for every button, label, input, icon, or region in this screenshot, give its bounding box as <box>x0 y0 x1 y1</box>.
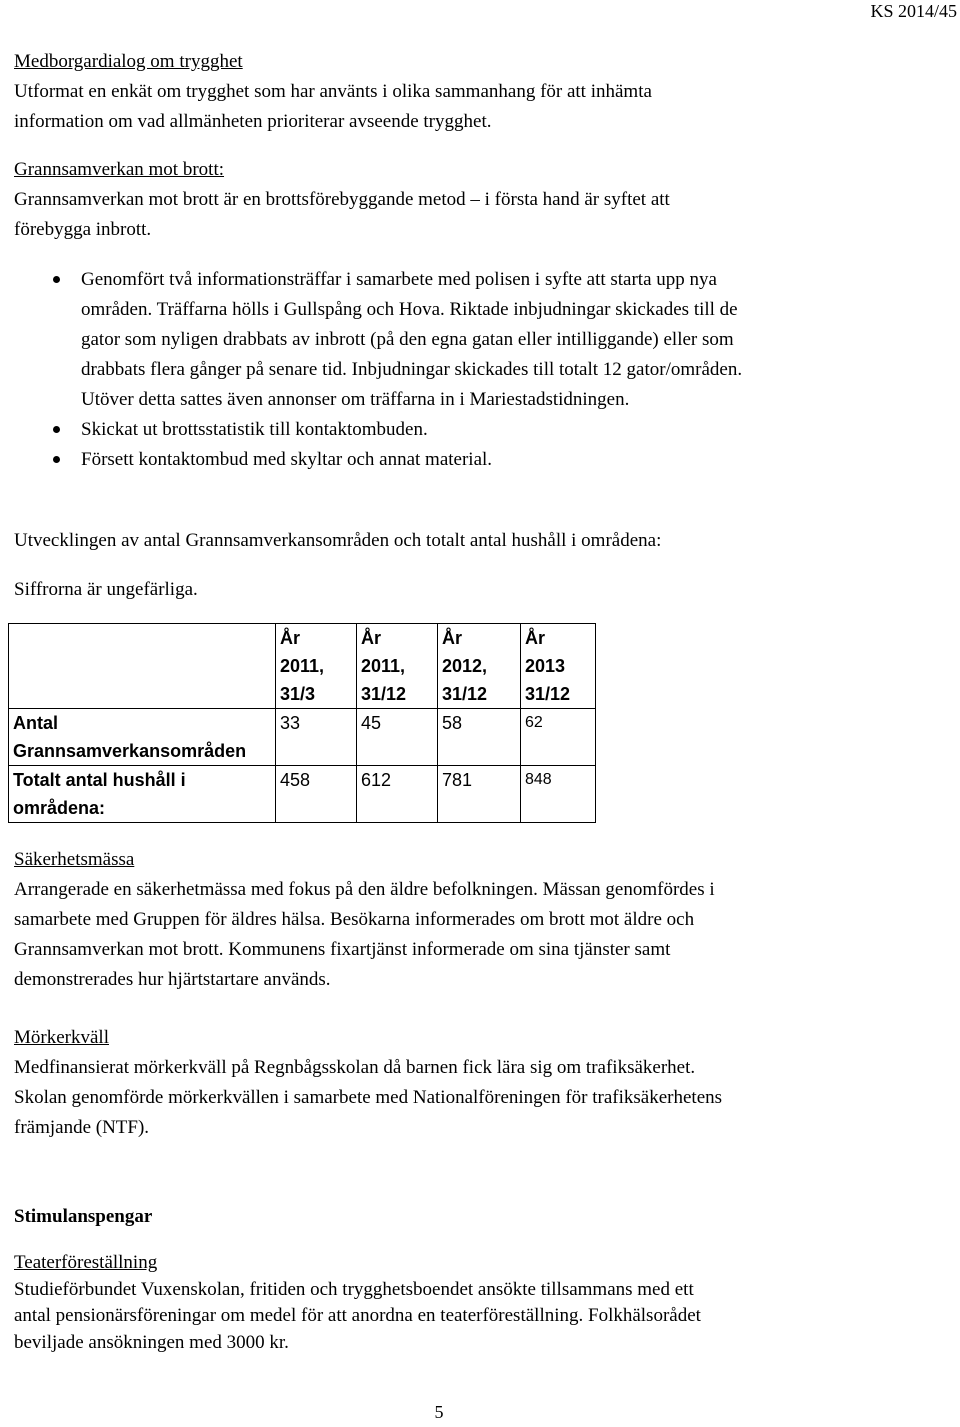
bullet-icon <box>53 276 60 283</box>
table-cell: 612 <box>357 766 438 823</box>
row-header-text: områdena: <box>13 798 106 818</box>
body-line: Utöver detta sattes även annonser om träffarna in i Mariestadstidningen. <box>81 389 630 410</box>
header-text: 2011, <box>361 656 406 676</box>
section-teater <box>14 1250 948 1356</box>
table-corner-cell <box>9 624 276 709</box>
body-line: demonstrerades hur hjärtstartare används. <box>14 969 331 990</box>
header-text: 31/12 <box>361 684 407 704</box>
body-line: beviljade ansökningen med 3000 kr. <box>14 1331 289 1353</box>
header-text: 2013 <box>525 656 566 676</box>
row-header-text: Totalt antal hushåll i <box>13 770 186 790</box>
document-id: KS 2014/45 <box>870 1 957 21</box>
body-line: gator som nyligen drabbats av inbrott (på den egna gatan eller intilliggande) eller som <box>81 329 734 350</box>
section-grannsamverkan <box>14 155 948 245</box>
header-text: 2011, <box>280 656 325 676</box>
header-text: 31/12 <box>525 684 571 704</box>
row-header-text: Antal <box>13 713 58 733</box>
list-item <box>14 265 948 415</box>
body-line: Försett kontaktombud med skyltar och annat material. <box>81 449 493 470</box>
table-cell: 781 <box>438 766 521 823</box>
table-row <box>9 766 596 823</box>
table-note: Siffrorna är ungefärliga. <box>14 579 198 600</box>
section-heading: Teaterföreställning <box>14 1252 158 1273</box>
header-text: År <box>361 628 382 648</box>
grannsamverkan-table <box>8 623 596 823</box>
body-line: drabbats flera gånger på senare tid. Inbjudningar skickades till totalt 12 gator/områden. <box>81 359 743 380</box>
section-heading: Medborgardialog om trygghet <box>14 51 243 72</box>
table-row <box>9 709 596 766</box>
column-header <box>357 624 438 709</box>
grannsamverkan-table-wrapper <box>8 623 596 823</box>
row-header <box>9 709 276 766</box>
table-cell: 45 <box>357 709 438 766</box>
table-cell: 458 <box>276 766 357 823</box>
section-morkerkvall <box>14 1023 948 1143</box>
body-line: samarbete med Gruppen för äldres hälsa. Besökarna informerades om brott mot äldre och <box>14 909 695 930</box>
header-text: År <box>280 628 301 648</box>
bullet-icon <box>53 426 60 433</box>
body-line: förebygga inbrott. <box>14 219 152 240</box>
row-header-text: Grannsamverkansområden <box>13 741 247 761</box>
body-line: Grannsamverkan mot brott är en brottsförebyggande metod – i första hand är syftet att <box>14 189 670 210</box>
body-line: Grannsamverkan mot brott. Kommunens fixartjänst informerade om sina tjänster samt <box>14 939 671 960</box>
column-header <box>276 624 357 709</box>
column-header <box>438 624 521 709</box>
bullet-icon <box>53 456 60 463</box>
page-number: 5 <box>434 1402 444 1422</box>
table-cell: 33 <box>276 709 357 766</box>
header-text: År <box>525 628 546 648</box>
column-header <box>521 624 596 709</box>
section-heading: Säkerhetsmässa <box>14 849 135 870</box>
grannsamverkan-bullet-list <box>14 265 948 475</box>
table-header-row <box>9 624 596 709</box>
body-line: Arrangerade en säkerhetmässa med fokus på den äldre befolkningen. Mässan genomfördes i <box>14 879 715 900</box>
header-text: År <box>442 628 463 648</box>
body-line: Studieförbundet Vuxenskolan, fritiden och trygghetsboendet ansökte tillsammans med ett <box>14 1278 694 1300</box>
table-intro: Utvecklingen av antal Grannsamverkansområden och totalt antal hushåll i områdena: <box>14 530 662 551</box>
body-line: Medfinansierat mörkerkväll på Regnbågsskolan då barnen fick lära sig om trafiksäkerhet. <box>14 1057 696 1078</box>
list-item <box>14 415 948 445</box>
body-line: främjande (NTF). <box>14 1117 150 1138</box>
section-medborgardialog <box>14 47 948 137</box>
header-text: 31/3 <box>280 684 316 704</box>
body-line: Skolan genomförde mörkerkvällen i samarbete med Nationalföreningen för trafiksäkerhetens <box>14 1087 723 1108</box>
section-heading: Grannsamverkan mot brott: <box>14 159 225 180</box>
body-line: Skickat ut brottsstatistik till kontaktombuden. <box>81 419 428 440</box>
table-cell: 848 <box>521 766 596 823</box>
section-heading: Mörkerkväll <box>14 1027 109 1048</box>
body-line: områden. Träffarna hölls i Gullspång och Hova. Riktade inbjudningar skickades till de <box>81 299 738 320</box>
table-cell: 58 <box>438 709 521 766</box>
body-line: Genomfört två informationsträffar i samarbete med polisen i syfte att starta upp nya <box>81 269 717 290</box>
body-line: Utformat en enkät om trygghet som har använts i olika sammanhang för att inhämta <box>14 81 652 102</box>
body-line: antal pensionärsföreningar om medel för att anordna en teaterföreställning. Folkhälsorådet <box>14 1305 701 1326</box>
section-heading-stimulanspengar: Stimulanspengar <box>14 1206 153 1227</box>
header-text: 31/12 <box>442 684 488 704</box>
row-header <box>9 766 276 823</box>
header-text: 2012, <box>442 656 488 676</box>
body-line: information om vad allmänheten prioriterar avseende trygghet. <box>14 111 492 132</box>
list-item <box>14 445 948 475</box>
section-sakerhetsmassa <box>14 845 948 995</box>
table-cell: 62 <box>521 709 596 766</box>
